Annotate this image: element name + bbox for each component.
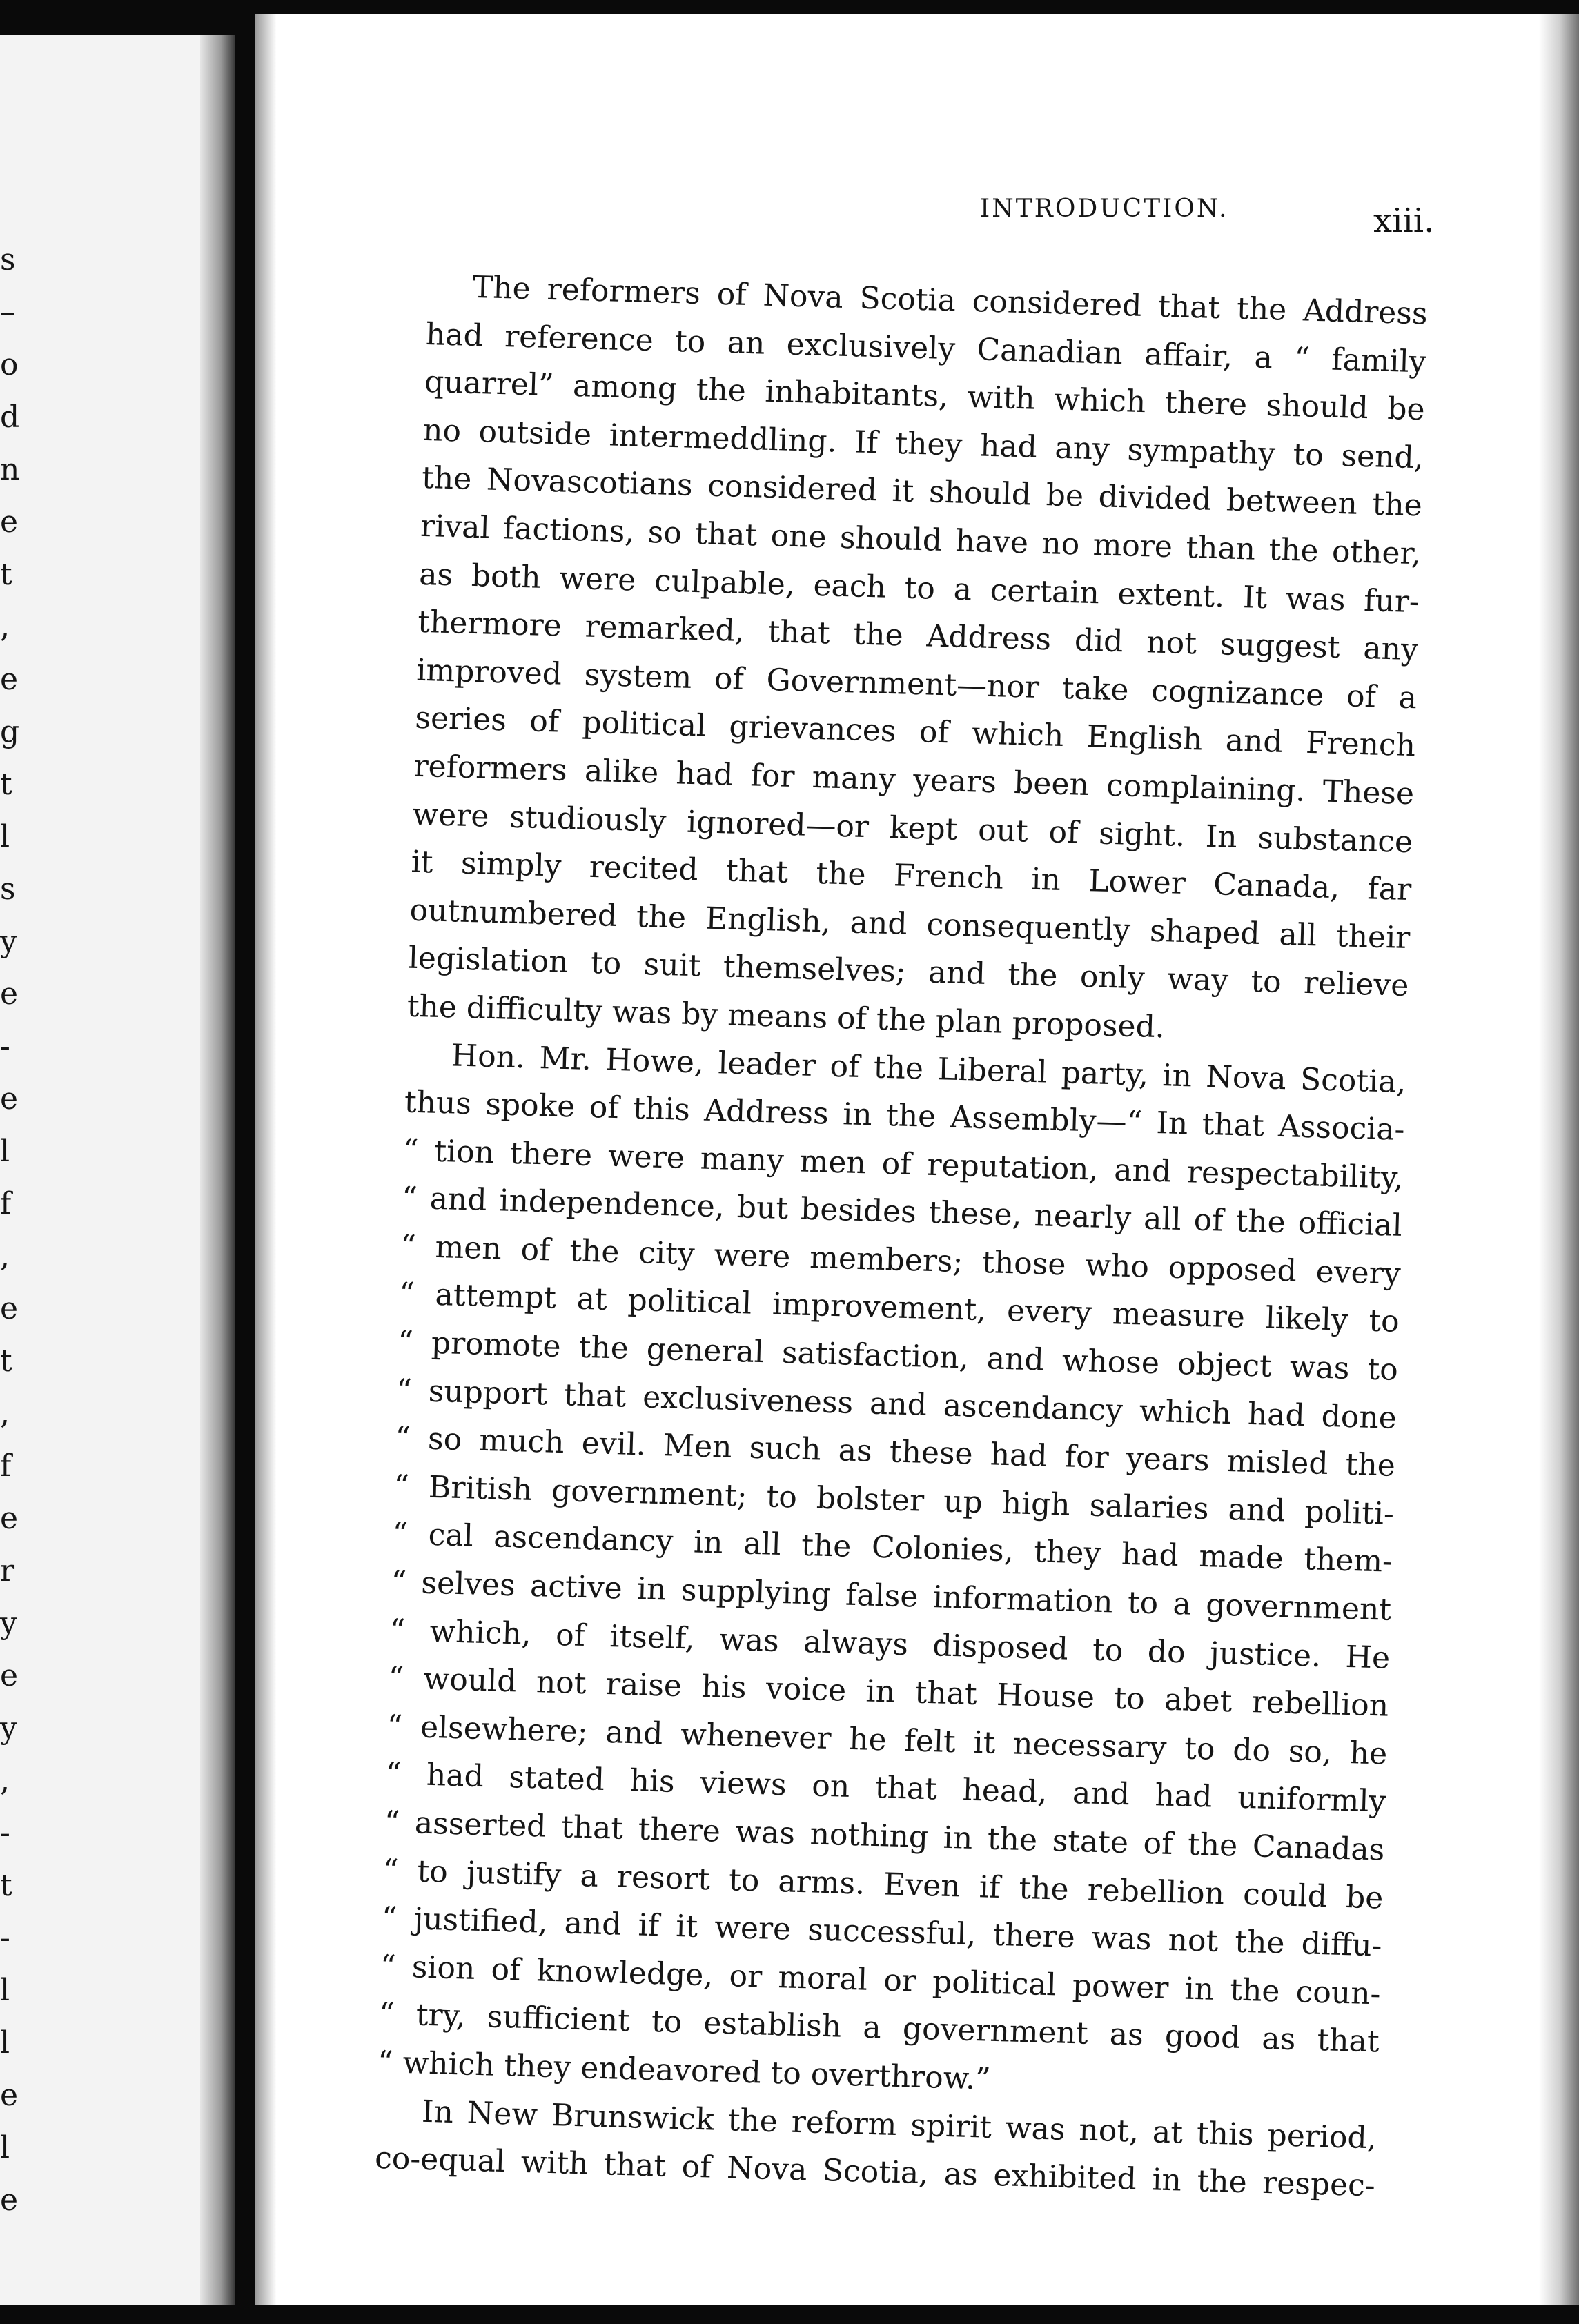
- left-page-fragment: s: [0, 872, 16, 907]
- text-line: were studiously ignored—or kept out of sight. In substance: [411, 796, 1413, 860]
- left-page-fragment: e: [0, 2078, 19, 2113]
- text-line: “ asserted that there was nothing in the state of the Canadas: [384, 1804, 1386, 1868]
- left-page-fragment: e: [0, 976, 19, 1012]
- text-line: “ justified, and if it were successful, there was not the diffu-: [381, 1900, 1383, 1964]
- left-page-gutter: [200, 35, 235, 2305]
- left-page-fragment: g: [0, 714, 20, 749]
- left-page-fragment: t: [0, 767, 12, 802]
- text-line: series of political grievances of which English and French: [414, 700, 1416, 764]
- text-line: “ elsewhere; and whenever he felt it necessary to do so, he: [386, 1708, 1388, 1772]
- text-line: as both were culpable, each to a certain extent. It was fur-: [418, 556, 1420, 620]
- text-line: “ which, of itself, was always disposed to do justice. He: [389, 1612, 1391, 1676]
- text-line: “ tion there were many men of reputation, and respectability,: [402, 1132, 1404, 1196]
- left-page-edge: [0, 35, 235, 2305]
- text-line: “ try, sufficient to establish a government as good as that: [378, 1996, 1380, 2060]
- text-line: “ would not raise his voice in that House to abet rebellion: [387, 1660, 1389, 1724]
- text-line: “ support that exclusiveness and ascendancy which had done: [395, 1372, 1397, 1436]
- left-page-fragment: e: [0, 1501, 19, 1536]
- left-page-fragment: l: [0, 1134, 10, 1169]
- text-line: outnumbered the English, and consequently shaped all their: [409, 892, 1411, 956]
- left-page-fragment: n: [0, 452, 20, 487]
- text-line: “ cal ascendancy in all the Colonies, they had made them-: [391, 1516, 1393, 1580]
- text-line: quarrel” among the inhabitants, with which there should be: [424, 364, 1426, 428]
- left-page-fragment: t: [0, 1868, 12, 1903]
- text-line: In New Brunswick the reform spirit was not, at this period,: [421, 2094, 1377, 2156]
- text-line: the difficulty was by means of the plan proposed.: [406, 988, 1166, 1045]
- running-head: INTRODUCTION.: [980, 195, 1229, 223]
- text-line: improved system of Government—nor take cognizance of a: [415, 652, 1418, 716]
- text-line: “ and independence, but besides these, nearly all of the official: [401, 1180, 1403, 1244]
- left-page-fragment: -: [0, 1815, 10, 1851]
- text-line: no outside intermeddling. If they had any sympathy to send,: [422, 412, 1424, 476]
- text-line: “ selves active in supplying false information to a government: [390, 1564, 1392, 1628]
- left-page-fragment: f: [0, 1186, 12, 1221]
- text-line: “ promote the general satisfaction, and whose object was to: [397, 1324, 1399, 1388]
- text-line: “ so much evil. Men such as these had for years misled the: [394, 1420, 1396, 1484]
- left-page-fragment: e: [0, 662, 19, 697]
- text-line: Hon. Mr. Howe, leader of the Liberal party, in Nova Scotia,: [451, 1037, 1407, 1100]
- left-page-fragment: ,: [0, 1239, 10, 1274]
- text-line: “ to justify a resort to arms. Even if the rebellion could be: [382, 1852, 1384, 1916]
- left-page-fragment: d: [0, 400, 20, 435]
- left-page-fragment: l: [0, 1973, 10, 2008]
- text-line: The reformers of Nova Scotia considered that the Address: [472, 269, 1429, 332]
- text-line: co-equal with that of Nova Scotia, as exhibited in the respec-: [374, 2140, 1376, 2204]
- left-page-fragment: –: [0, 295, 15, 330]
- body-text: [374, 262, 1428, 2210]
- text-line: thus spoke of this Address in the Assembly—“ In that Associa-: [404, 1084, 1406, 1148]
- paragraph-1: [406, 262, 1429, 1058]
- left-page-fragment: t: [0, 557, 12, 592]
- left-page-fragment: ,: [0, 1396, 10, 1431]
- right-page-gutter: [255, 14, 276, 2305]
- text-line: thermore remarked, that the Address did not suggest any: [417, 604, 1419, 668]
- text-line: rival factions, so that one should have no more than the other,: [420, 508, 1422, 572]
- text-line: legislation to suit themselves; and the only way to relieve: [408, 940, 1409, 1004]
- page-number: xiii.: [1373, 201, 1435, 240]
- text-line: it simply recited that the French in Lower Canada, far: [411, 844, 1412, 908]
- text-line: “ had stated his views on that head, and had uniformly: [385, 1756, 1386, 1820]
- left-page-fragment: ,: [0, 609, 10, 644]
- left-page-fragment: l: [0, 2025, 10, 2060]
- text-line: “ British government; to bolster up high salaries and politi-: [393, 1468, 1395, 1532]
- paragraph-2: [377, 1030, 1406, 2114]
- right-page: [255, 14, 1579, 2305]
- text-line: had reference to an exclusively Canadian affair, a “ family: [425, 316, 1427, 380]
- left-page-fragment: e: [0, 1658, 19, 1693]
- left-page-fragment: -: [0, 1029, 10, 1064]
- text-line: “ sion of knowledge, or moral or political power in the coun-: [380, 1948, 1382, 2012]
- left-page-fragment: r: [0, 1553, 15, 1588]
- text-line: reformers alike had for many years been complaining. These: [413, 748, 1415, 812]
- text-line: “ which they endeavored to overthrow.”: [377, 2044, 992, 2097]
- left-page-fragment: e: [0, 1081, 19, 1116]
- left-page-fragment: t: [0, 1343, 12, 1379]
- text-line: “ attempt at political improvement, every measure likely to: [398, 1276, 1400, 1340]
- left-page-fragment: y: [0, 1606, 17, 1641]
- left-page-fragment: y: [0, 1711, 17, 1746]
- left-page-fragment: s: [0, 242, 16, 277]
- left-page-fragment: ,: [0, 1763, 10, 1798]
- text-line: “ men of the city were members; those who opposed every: [400, 1228, 1402, 1292]
- left-page-fragment: f: [0, 1448, 12, 1484]
- text-line: the Novascotians considered it should be divided between the: [421, 460, 1423, 524]
- left-page-fragment: e: [0, 2183, 19, 2218]
- right-page-outer-edge: [1539, 14, 1579, 2305]
- left-page-fragment: l: [0, 2130, 10, 2165]
- left-page-fragment: -: [0, 1920, 10, 1956]
- left-page-fragment: y: [0, 924, 17, 959]
- left-page-fragment: e: [0, 504, 19, 540]
- left-page-fragment: e: [0, 1291, 19, 1326]
- left-page-fragment: o: [0, 347, 19, 382]
- left-page-fragment: l: [0, 819, 10, 854]
